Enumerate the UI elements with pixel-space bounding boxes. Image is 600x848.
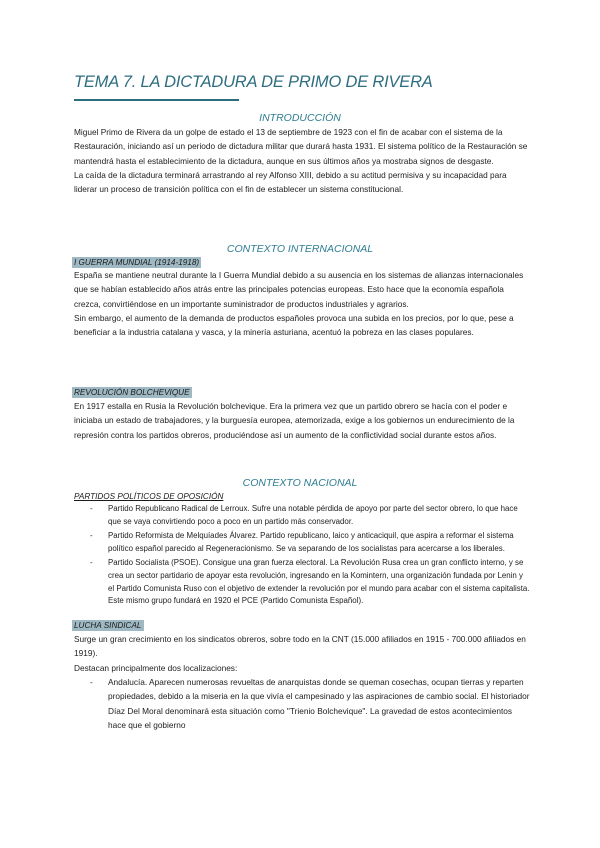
partido-radical: Partido Republicano Radical de Lerroux. Sufre una notable pérdida de apoyo por parte del sector obrero, lo que hace que se vaya convirtiendo poco a poco en un partido más conservador. — [108, 504, 518, 526]
subheading-revolucion-bolchevique: REVOLUCIÓN BOLCHEVIQUE — [74, 388, 190, 397]
section-heading-nacional: CONTEXTO NACIONAL — [242, 477, 358, 489]
list-item — [74, 675, 530, 732]
lucha-sindical-text — [74, 632, 530, 675]
subheading-guerra-mundial: I GUERRA MUNDIAL (1914-1918) — [74, 258, 200, 267]
guerra-mundial-text — [74, 268, 530, 339]
partidos-list — [74, 503, 530, 610]
partido-reformista: Partido Reformista de Melquíades Álvarez. Partido republicano, laico y anticaciquil, que aspira a reformar el sistema político español parecido al Regeneracionismo. Se va separando de los socialistas para acercarse a los liberales. — [108, 531, 514, 553]
guerra-mundial-paragraph-1: España se mantiene neutral durante la I Guerra Mundial debido a su ausencia en los sistemas de alianzas internacionales que se habían establecido años atrás entre las principales potencias europeas. Esto hace que la economía española crezca, convirtiéndose en un importante suministrador de productos industriales y agrarios. — [74, 270, 524, 309]
intro-paragraph-2: La caída de la dictadura terminará arrastrando al rey Alfonso XIII, debido a su actitud permisiva y su incapacidad para liderar un proceso de transición política con el fin de establecer un sistema constitucional. — [74, 169, 507, 195]
title-underline — [74, 99, 239, 101]
lucha-paragraph-2: Destacan principalmente dos localizaciones: — [74, 662, 238, 673]
revolucion-bolchevique-text — [74, 399, 530, 442]
list-item — [74, 503, 530, 528]
bullet-dash: - — [90, 504, 93, 513]
partido-socialista: Partido Socialista (PSOE). Consigue una gran fuerza electoral. La Revolución Rusa crea un gran conflicto interno, y se crea un sector partidario de apoyar esta revolución, ingresando en la Komintern, una organización fundada por Lenin y el Partido Comunista Ruso con el objetivo de extender la revolución por el mundo para acabar con el sistema capitalista. Este mismo grupo fundará en 1920 el PCE (Partido Comunista Español). — [108, 558, 530, 606]
subheading-partidos: PARTIDOS POLÍTICOS DE OPOSICIÓN — [74, 492, 224, 501]
lucha-list — [74, 675, 530, 734]
subheading-lucha-sindical: LUCHA SINDICAL — [74, 621, 142, 630]
section-heading-introduccion: INTRODUCCIÓN — [259, 112, 341, 124]
lucha-paragraph-1: Surge un gran crecimiento en los sindicatos obreros, sobre todo en la CNT (15.000 afiliados en 1915 - 700.000 afiliados en 1919). — [74, 634, 526, 659]
intro-paragraph-1: Miguel Primo de Rivera da un golpe de estado el 13 de septiembre de 1923 con el fin de acabar con el sistema de la Restauración, iniciando así un periodo de dictadura militar que durará hasta 1931. El sistema político de la Restauración se mantendrá hasta el establecimiento de la dictadura, aunque en sus últimos años ya mostraba signos de desgaste. — [74, 127, 528, 166]
revolucion-paragraph: En 1917 estalla en Rusia la Revolución bolchevique. Era la primera vez que un partido obrero se hacía con el poder e iniciaba un estado de trabajadores, y la burguesía europea, atemorizada, exige a los gobiernos un endurecimiento de la represión contra los partidos obreros, produciéndose así un aumento de la conflictividad social durante estos años. — [74, 401, 515, 440]
page-title: TEMA 7. LA DICTADURA DE PRIMO DE RIVERA — [74, 73, 433, 91]
guerra-mundial-paragraph-2: Sin embargo, el aumento de la demanda de productos españoles provoca una subida en los precios, por lo que, pese a beneficiar a la industria catalana y vasca, y la minería asturiana, acentuó la pobreza en las clases populares. — [74, 312, 514, 338]
bullet-dash: - — [90, 531, 93, 541]
intro-text — [74, 125, 530, 196]
bullet-dash: - — [90, 677, 93, 687]
bullet-dash: - — [90, 558, 93, 568]
list-item — [74, 530, 530, 555]
list-item — [74, 557, 530, 607]
andalucia-item: Andalucía. Aparecen numerosas revueltas de anarquistas donde se queman cosechas, ocupan tierras y reparten propiedades, debido a la miseria en la que vivía el campesinado y las aspiraciones de cambio social. El historiador Díaz Del Moral denominará esta situación como "Trienio Bolchevique". La gravedad de estos acontecimientos hace que el gobierno — [108, 677, 530, 730]
section-heading-internacional: CONTEXTO INTERNACIONAL — [226, 243, 374, 255]
